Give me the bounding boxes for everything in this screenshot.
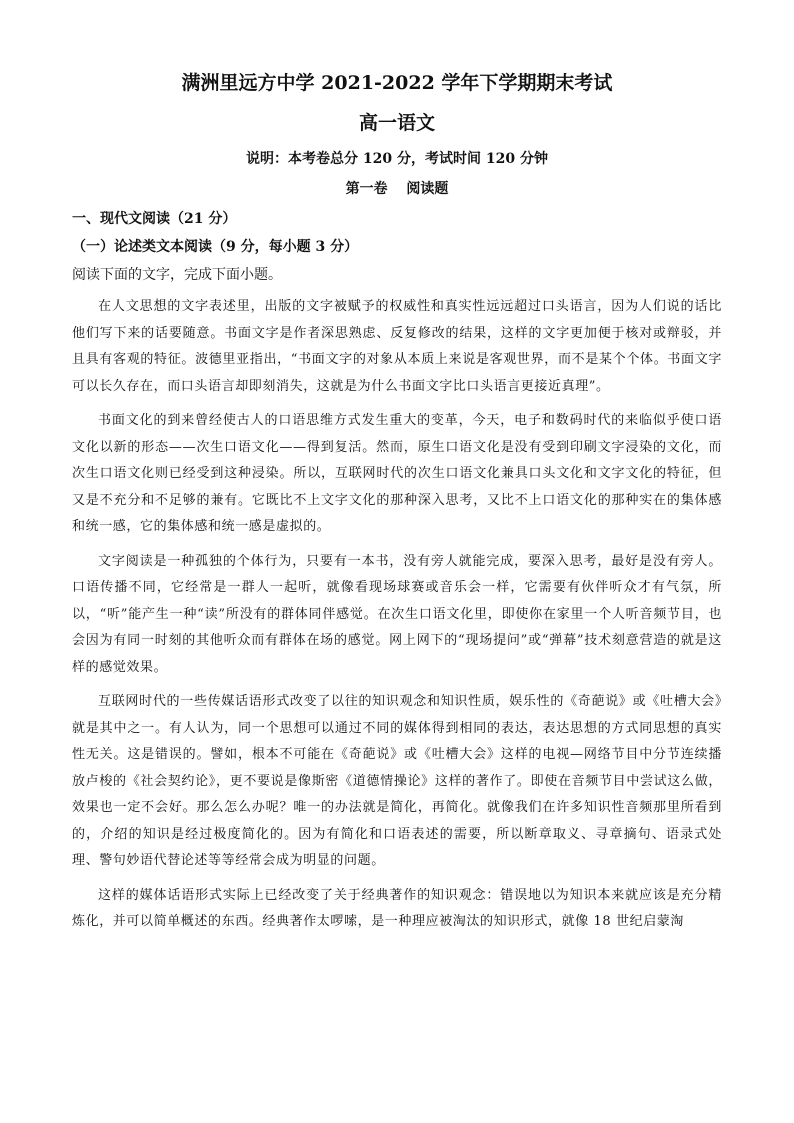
reading-passage (72, 294, 722, 936)
section-heading: 一、现代文阅读（21 分） (72, 211, 237, 227)
subsection-heading: （一）论述类文本阅读（9 分，每小题 3 分） (72, 239, 359, 255)
passage-paragraph: 这样的媒体话语形式实际上已经改变了关于经典著作的知识观念：错误地以为知识本来就应该是充分精炼化，并可以简单概述的东西。经典著作太啰嗦，是一种理应被淘汰的知识形式，就像 18 世纪启蒙淘 (72, 887, 722, 929)
passage-paragraph: 互联网时代的一些传媒话语形式改变了以往的知识观念和知识性质，娱乐性的《奇葩说》或《吐槽大会》就是其中之一。有人认为，同一个思想可以通过不同的媒体得到相同的表达，表达思想的方式同思想的真实性无关。这是错误的。譬如，根本不可能在《奇葩说》或《吐槽大会》这样的电视—网络节目中分节连续播放卢梭的《社会契约论》，更不要说是像斯密《道德情操论》这样的著作了。即使在音频节目中尝试这么做，效果也一定不会好。那么怎么办呢？唯一的办法就是简化，再简化。就像我们在许多知识性音频那里所看到的，介绍的知识是经过极度简化的。因为有简化和口语表述的需要，所以断章取义、寻章摘句、语录式处理、警句妙语代替论述等等经常会成为明显的问题。 (72, 694, 722, 868)
exam-subject: 高一语文 (358, 112, 435, 134)
exam-page (72, 68, 722, 936)
volume-heading: 第一卷 阅读题 (345, 181, 449, 197)
passage-paragraph: 在人文思想的文字表述里，出版的文字被赋予的权威性和真实性远远超过口头语言，因为人们说的话比他们写下来的话要随意。书面文字是作者深思熟虑、反复修改的结果，这样的文字更加便于核对或辩驳，并且具有客观的特征。波德里亚指出，“书面文字的对象从本质上来说是客观世界，而不是某个个体。书面文字可以长久存在，而口头语言却即刻消失，这就是为什么书面文字比口头语言更接近真理”。 (72, 299, 722, 394)
reading-instruction: 阅读下面的文字，完成下面小题。 (72, 267, 282, 283)
passage-paragraph: 文字阅读是一种孤独的个体行为，只要有一本书，没有旁人就能完成，要深入思考，最好是没有旁人。口语传播不同，它经常是一群人一起听，就像看现场球赛或音乐会一样，它需要有伙伴听众才有气氛，所以，“听”能产生一种“读”所没有的群体同伴感觉。在次生口语文化里，即使你在家里一个人听音频节目，也会因为有同一时刻的其他听众而有群体在场的感觉。网上网下的“现场提问”或“弹幕”技术刻意营造的就是这样的感觉效果。 (72, 553, 722, 675)
exam-note: 说明：本考卷总分 120 分，考试时间 120 分钟 (246, 151, 548, 167)
exam-title: 满洲里远方中学 2021-2022 学年下学期期末考试 (181, 72, 613, 94)
passage-paragraph: 书面文化的到来曾经使古人的口语思维方式发生重大的变革，今天，电子和数码时代的来临似乎使口语文化以新的形态——次生口语文化——得到复活。然而，原生口语文化是没有受到印刷文字浸染的文化，而次生口语文化则已经受到这种浸染。所以，互联网时代的次生口语文化兼具口头文化和文字文化的特征，但又是不充分和不足够的兼有。它既比不上文字文化的那种深入思考，又比不上口语文化的那种实在的集体感和统一感，它的集体感和统一感是虚拟的。 (72, 413, 722, 534)
